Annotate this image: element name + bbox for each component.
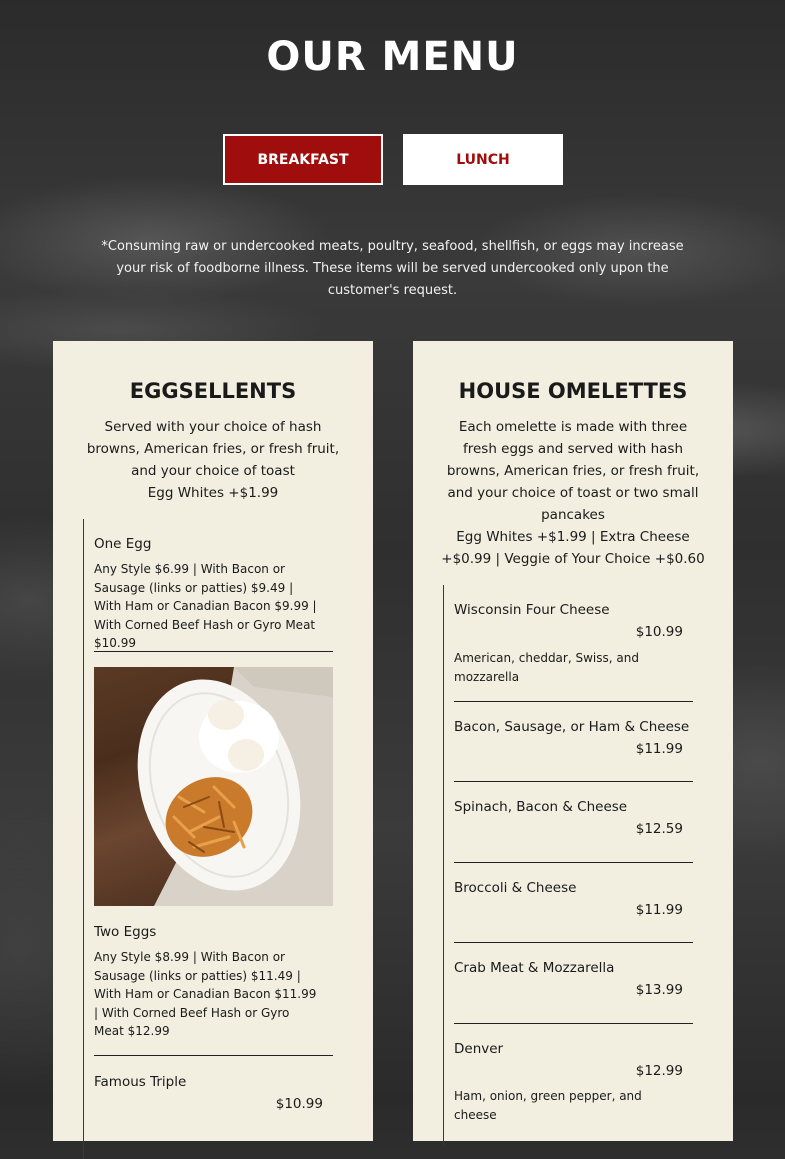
item-name: Broccoli & Cheese bbox=[454, 880, 577, 896]
plate-eggs-hashbrowns-photo bbox=[94, 667, 333, 906]
item-name: Spinach, Bacon & Cheese bbox=[454, 799, 628, 815]
item-description: Ham, onion, green pepper, and cheese bbox=[454, 1089, 642, 1122]
house-omelettes-card bbox=[413, 341, 733, 1141]
omelettes-note: Egg Whites +$1.99 | Extra Cheese +$0.99 | Veggie of Your Choice +$0.60 bbox=[441, 529, 705, 567]
item-price: $10.99 bbox=[275, 1096, 323, 1112]
item-price: $11.99 bbox=[635, 741, 683, 757]
item-name: Crab Meat & Mozzarella bbox=[454, 960, 615, 976]
item-price: $10.99 bbox=[635, 624, 683, 640]
omelettes-title: HOUSE OMELETTES bbox=[458, 379, 688, 403]
omelettes-item-list bbox=[443, 585, 694, 1145]
menu-item-broccoli-cheese[interactable] bbox=[454, 863, 693, 943]
menu-item-spinach-bacon-cheese[interactable] bbox=[454, 782, 693, 863]
item-name: Wisconsin Four Cheese bbox=[454, 602, 610, 618]
tab-breakfast[interactable] bbox=[223, 134, 383, 185]
tab-lunch-label: LUNCH bbox=[456, 151, 510, 168]
item-description: Any Style $6.99 | With Bacon or Sausage (links or patties) $9.49 | With Ham or Canadian Bacon $9.99 | With Corned Beef Hash or Gyro Meat $10.99 bbox=[94, 562, 317, 650]
eggsellents-card bbox=[53, 341, 373, 1141]
menu-item-two-eggs[interactable] bbox=[94, 906, 333, 1056]
item-description: Any Style $8.99 | With Bacon or Sausage (links or patties) $11.49 | With Ham or Canadian Bacon $11.99 | With Corned Beef Hash or Gyro Meat $12.99 bbox=[94, 950, 317, 1038]
eggsellents-title: EGGSELLENTS bbox=[129, 379, 297, 403]
breakfast-plate-icon bbox=[94, 667, 333, 906]
item-name: Famous Triple bbox=[94, 1074, 187, 1090]
menu-item-famous-triple[interactable] bbox=[94, 1056, 333, 1136]
menu-item-bacon-sausage-ham-cheese[interactable] bbox=[454, 702, 693, 782]
omelettes-description: Each omelette is made with three fresh eggs and served with hash browns, American fries, or fresh fruit, and your choice of toast or two small pancakes bbox=[446, 419, 700, 523]
eggsellents-description: Served with your choice of hash browns, American fries, or fresh fruit, and your choice of toast bbox=[86, 419, 340, 479]
item-description: American, cheddar, Swiss, and mozzarella bbox=[454, 651, 639, 684]
item-name: Denver bbox=[454, 1041, 504, 1057]
eggsellents-item-list bbox=[83, 519, 334, 1159]
menu-item-denver[interactable] bbox=[454, 1024, 693, 1134]
menu-item-crab-meat-mozzarella[interactable] bbox=[454, 943, 693, 1024]
eggsellents-note: Egg Whites +$1.99 bbox=[147, 485, 279, 501]
menu-item-wisconsin-four-cheese[interactable] bbox=[454, 585, 693, 702]
item-name: One Egg bbox=[94, 536, 152, 552]
item-name: Two Eggs bbox=[94, 924, 157, 940]
tab-breakfast-label: BREAKFAST bbox=[257, 151, 349, 168]
menu-item-one-egg[interactable] bbox=[94, 519, 333, 652]
tab-lunch[interactable] bbox=[403, 134, 563, 185]
item-price: $12.59 bbox=[635, 821, 683, 837]
item-price: $12.99 bbox=[635, 1063, 683, 1079]
item-price: $13.99 bbox=[635, 982, 683, 998]
food-safety-disclaimer: *Consuming raw or undercooked meats, poultry, seafood, shellfish, or eggs may increase your risk of foodborne illness. These items will be served undercooked only upon the customer's request. bbox=[101, 239, 684, 298]
page-title: OUR MENU bbox=[266, 34, 519, 80]
item-price: $11.99 bbox=[635, 902, 683, 918]
item-name: Bacon, Sausage, or Ham & Cheese bbox=[454, 719, 690, 735]
